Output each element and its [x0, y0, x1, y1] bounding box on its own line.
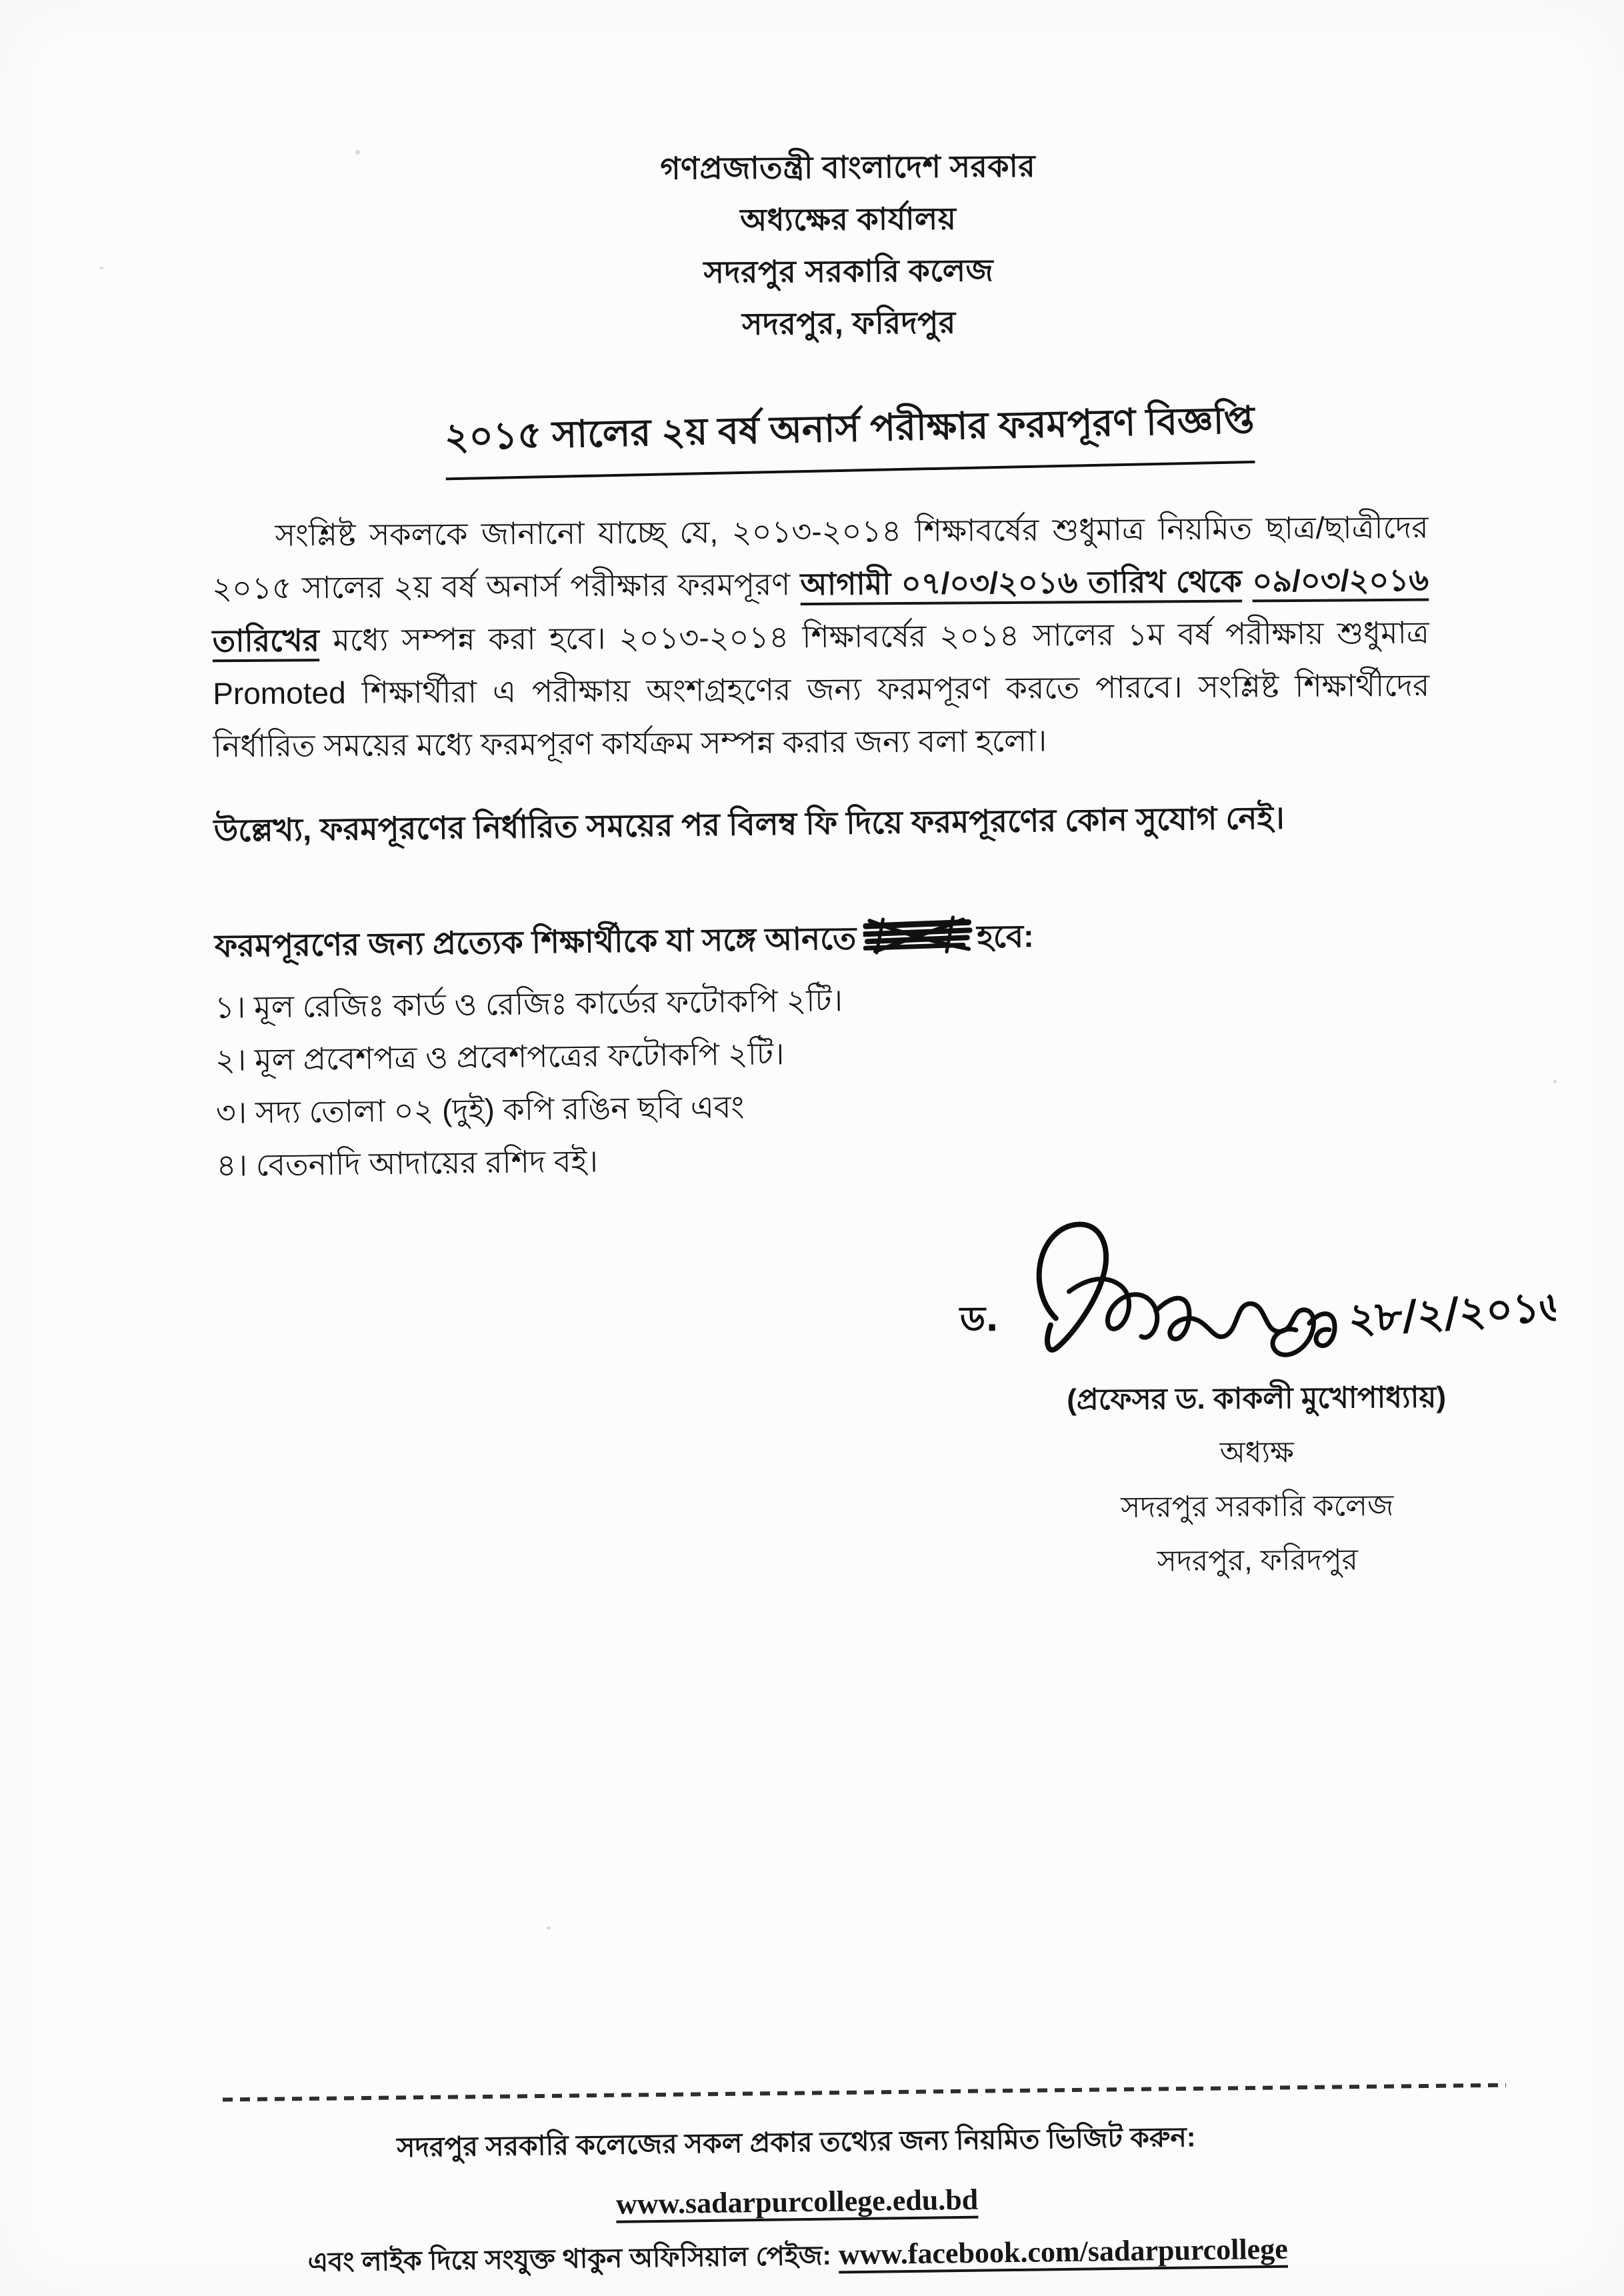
- para-date-from: আগামী ০৭/০৩/২০১৬ তারিখ থেকে: [800, 563, 1243, 602]
- para-text-2: মধ্যে সম্পন্ন করা হবে। ২০১৩-২০১৪ শিক্ষাবর্ষের ২০১৪ সালের ১ম বর্ষ পরীক্ষায় শুধুমাত্র: [319, 615, 1429, 658]
- para-text-3: শিক্ষার্থীরা এ পরীক্ষায় অংশগ্রহণের জন্য ফরমপূরণ করতে পারবে। সংশ্লিষ্ট শিক্ষার্থীদের নির্ধারিত সময়ের মধ্যে ফরমপূরণ কার্যক্রম সম্পন্ন করার জন্য বলা হলো।: [213, 667, 1430, 764]
- letterhead: [208, 137, 1489, 353]
- signatory-block: [963, 1369, 1551, 1589]
- scan-speckle: [100, 267, 103, 269]
- footer-facebook-url: www.facebook.com/sadarpurcollege: [838, 2232, 1288, 2271]
- list-item: ১। মূল রেজিঃ কার্ড ও রেজিঃ কার্ডের ফটোকপি ২টি।: [214, 983, 843, 1025]
- scan-speckle: [355, 150, 360, 155]
- signatory-name: (প্রফেসর ড. কাকলী মুখোপাধ্যায়): [1067, 1381, 1447, 1417]
- signatory-designation: অধ্যক্ষ: [1219, 1436, 1294, 1469]
- para-date-to: ০৯/০৩/২০১৬ তারিখের: [212, 562, 1429, 659]
- footer-website-url: www.sadarpurcollege.edu.bd: [615, 2183, 979, 2221]
- late-fee-note: উল্লেখ্য, ফরমপূরণের নির্ধারিত সময়ের পর বিলম্ব ফি দিয়ে ফরমপূরণের কোন সুযোগ নেই।: [213, 799, 1285, 849]
- footer-facebook-text: এবং লাইক দিয়ে সংযুক্ত থাকুন অফিসিয়াল পেইজ:: [307, 2241, 839, 2277]
- footer-website-text: সদরপুর সরকারি কলেজের সকল প্রকার তথ্যের জন্য নিয়মিত ভিজিট করুন:: [397, 2121, 1196, 2163]
- para-english-word: Promoted: [213, 675, 346, 711]
- scan-speckle: [547, 1927, 551, 1929]
- list-header: [214, 907, 1455, 974]
- notice-title: ২০১৫ সালের ২য় বর্ষ অনার্স পরীক্ষার ফরমপূরণ বিজ্ঞপ্তি: [444, 391, 1255, 480]
- notice-title-wrap: [209, 387, 1491, 485]
- list-header-before: ফরমপূরণের জন্য প্রত্যেক শিক্ষার্থীকে যা সঙ্গে আনতে: [214, 920, 857, 964]
- college-address: সদরপুর, ফরিদপুর: [741, 305, 956, 341]
- signature-prefix: ড.: [959, 1299, 999, 1340]
- footer-website-line: [214, 2105, 1379, 2240]
- scribbled-out-word: [863, 915, 973, 963]
- signature-date: ২৮/২/২০১৬: [1347, 1281, 1557, 1343]
- list-header-after: হবে:: [976, 918, 1034, 955]
- signatory-address: সদরপুর, ফরিদপুর: [1157, 1543, 1359, 1578]
- government-name: গণপ্রজাতন্ত্রী বাংলাদেশ সরকার: [660, 148, 1036, 186]
- para-space: [1242, 563, 1253, 598]
- para-text-1: সংশ্লিষ্ট সকলকে জানানো যাচ্ছে যে, ২০১৩-২০১৪ শিক্ষাবর্ষের শুধুমাত্র নিয়মিত ছাত্র/ছাত্রীদের ২০১৫ সালের ২য় বর্ষ অনার্স পরীক্ষার ফরমপূরণ: [211, 509, 1429, 606]
- college-name: সদরপুর সরকারি কলেজ: [703, 253, 994, 290]
- list-item: ৪। বেতনাদি আদায়ের রশিদ বই।: [216, 1143, 599, 1183]
- footer: [214, 2105, 1379, 2287]
- scan-speckle: [1553, 1080, 1557, 1083]
- list-item: ২। মূল প্রবেশপত্র ও প্রবেশপত্রের ফটোকপি ২টি।: [215, 1036, 785, 1077]
- required-items-list: [215, 969, 1350, 1192]
- signature-block: [955, 1208, 1557, 1392]
- list-item: ৩। সদ্য তোলা ০২ (দুই) কপি রঙিন ছবি এবং: [215, 1089, 745, 1130]
- office-name: অধ্যক্ষের কার্যালয়: [740, 201, 957, 237]
- footer-dashed-separator: [223, 2083, 1506, 2102]
- notice-body-paragraph: [211, 501, 1430, 773]
- signatory-college: সদরপুর সরকারি কলেজ: [1121, 1489, 1394, 1524]
- signature-stroke: [958, 1221, 1557, 1357]
